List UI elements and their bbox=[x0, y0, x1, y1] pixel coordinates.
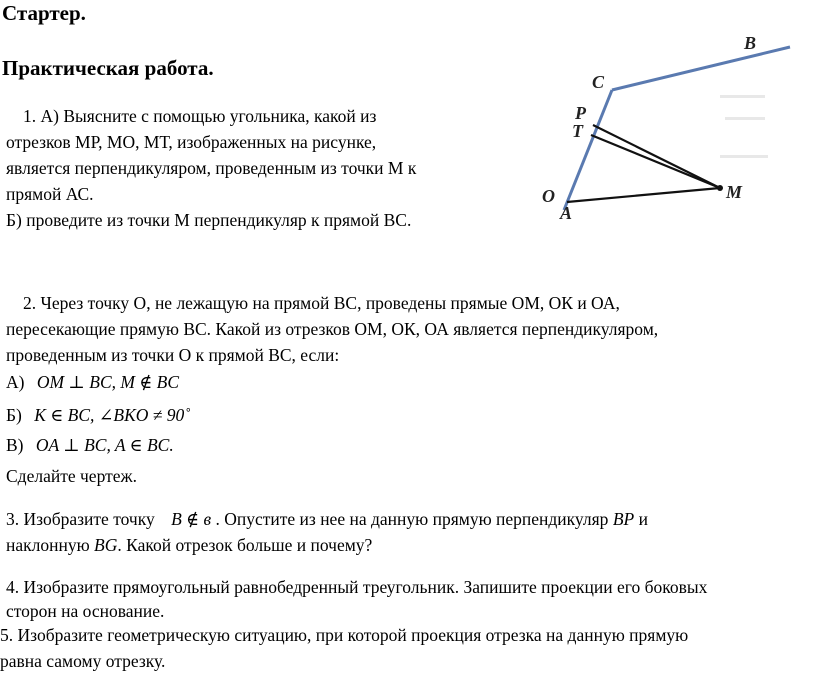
option-b-formula: K ∈ BC, ∠BKO ≠ 90˚ bbox=[34, 405, 191, 425]
option-a-prefix: А) bbox=[6, 372, 25, 392]
label-o: O bbox=[542, 186, 555, 206]
task-1-line-2: отрезков МР, МО, МТ, изображенных на рисунке, bbox=[6, 132, 377, 152]
task-2-closing: Сделайте чертеж. bbox=[6, 466, 137, 486]
option-c-prefix: В) bbox=[6, 435, 24, 455]
task-1-line-1: 1. А) Выясните с помощью угольника, какой из bbox=[23, 106, 377, 126]
geometry-figure bbox=[520, 25, 810, 240]
task-3-text-2: . Опустите из нее на данную прямую перпендикуляр bbox=[215, 509, 609, 529]
segment-mp bbox=[593, 125, 720, 188]
task-4-line-2: сторон на основание. bbox=[6, 601, 165, 621]
faint-background-text bbox=[720, 95, 768, 158]
task-3-math-1: B ∉ в bbox=[171, 509, 212, 529]
option-a bbox=[6, 369, 179, 395]
option-c bbox=[6, 432, 174, 458]
task-3-text-3: и bbox=[638, 509, 648, 529]
label-m: M bbox=[726, 182, 743, 202]
task-3-line-2 bbox=[6, 532, 372, 558]
line-cb bbox=[612, 47, 790, 90]
label-t: T bbox=[572, 121, 583, 141]
task-4-line-1: 4. Изобразите прямоугольный равнобедренный треугольник. Запишите проекции его боковых bbox=[6, 577, 708, 597]
task-3-text-5: . Какой отрезок больше и почему? bbox=[117, 535, 373, 555]
task-5-line-2: равна самому отрезку. bbox=[0, 651, 166, 671]
label-c: C bbox=[592, 72, 605, 92]
option-a-formula: OM ⊥ BC, M ∉ BC bbox=[36, 372, 180, 392]
segment-mt bbox=[591, 135, 720, 188]
task-2-line-2: пересекающие прямую ВС. Какой из отрезков ОМ, ОК, ОА является перпендикуляром, bbox=[6, 319, 659, 339]
task-1-line-5: Б) проведите из точки М перпендикуляр к прямой ВС. bbox=[6, 210, 412, 230]
label-a: A bbox=[560, 203, 573, 223]
segment-mo bbox=[567, 188, 720, 202]
task-2-line-3: проведенным из точки О к прямой ВС, если: bbox=[6, 345, 340, 365]
task-3-math-2: BP bbox=[612, 509, 635, 529]
task-1-line-3: является перпендикуляром, проведенным из точки М к bbox=[6, 158, 417, 178]
task-2-line-1: 2. Через точку О, не лежащую на прямой ВС, проведены прямые ОМ, ОК и ОА, bbox=[23, 293, 620, 313]
line-ac bbox=[564, 90, 612, 210]
option-b bbox=[6, 402, 190, 428]
title: Стартер. bbox=[2, 1, 86, 25]
task-3-line-1 bbox=[6, 506, 648, 532]
task-3-text-4: наклонную bbox=[6, 535, 90, 555]
point-m bbox=[717, 185, 723, 191]
label-p: P bbox=[575, 103, 586, 123]
option-c-formula: OA ⊥ BC, A ∈ BC. bbox=[35, 435, 174, 455]
option-b-prefix: Б) bbox=[6, 405, 22, 425]
task-1-line-4: прямой АС. bbox=[6, 184, 94, 204]
task-3-text-1: 3. Изобразите точку bbox=[6, 509, 155, 529]
subtitle: Практическая работа. bbox=[2, 56, 214, 80]
task-5-line-1: 5. Изобразите геометрическую ситуацию, при которой проекция отрезка на данную прямую bbox=[0, 625, 689, 645]
task-3-math-3: BG bbox=[94, 535, 118, 555]
label-b: B bbox=[744, 33, 757, 53]
